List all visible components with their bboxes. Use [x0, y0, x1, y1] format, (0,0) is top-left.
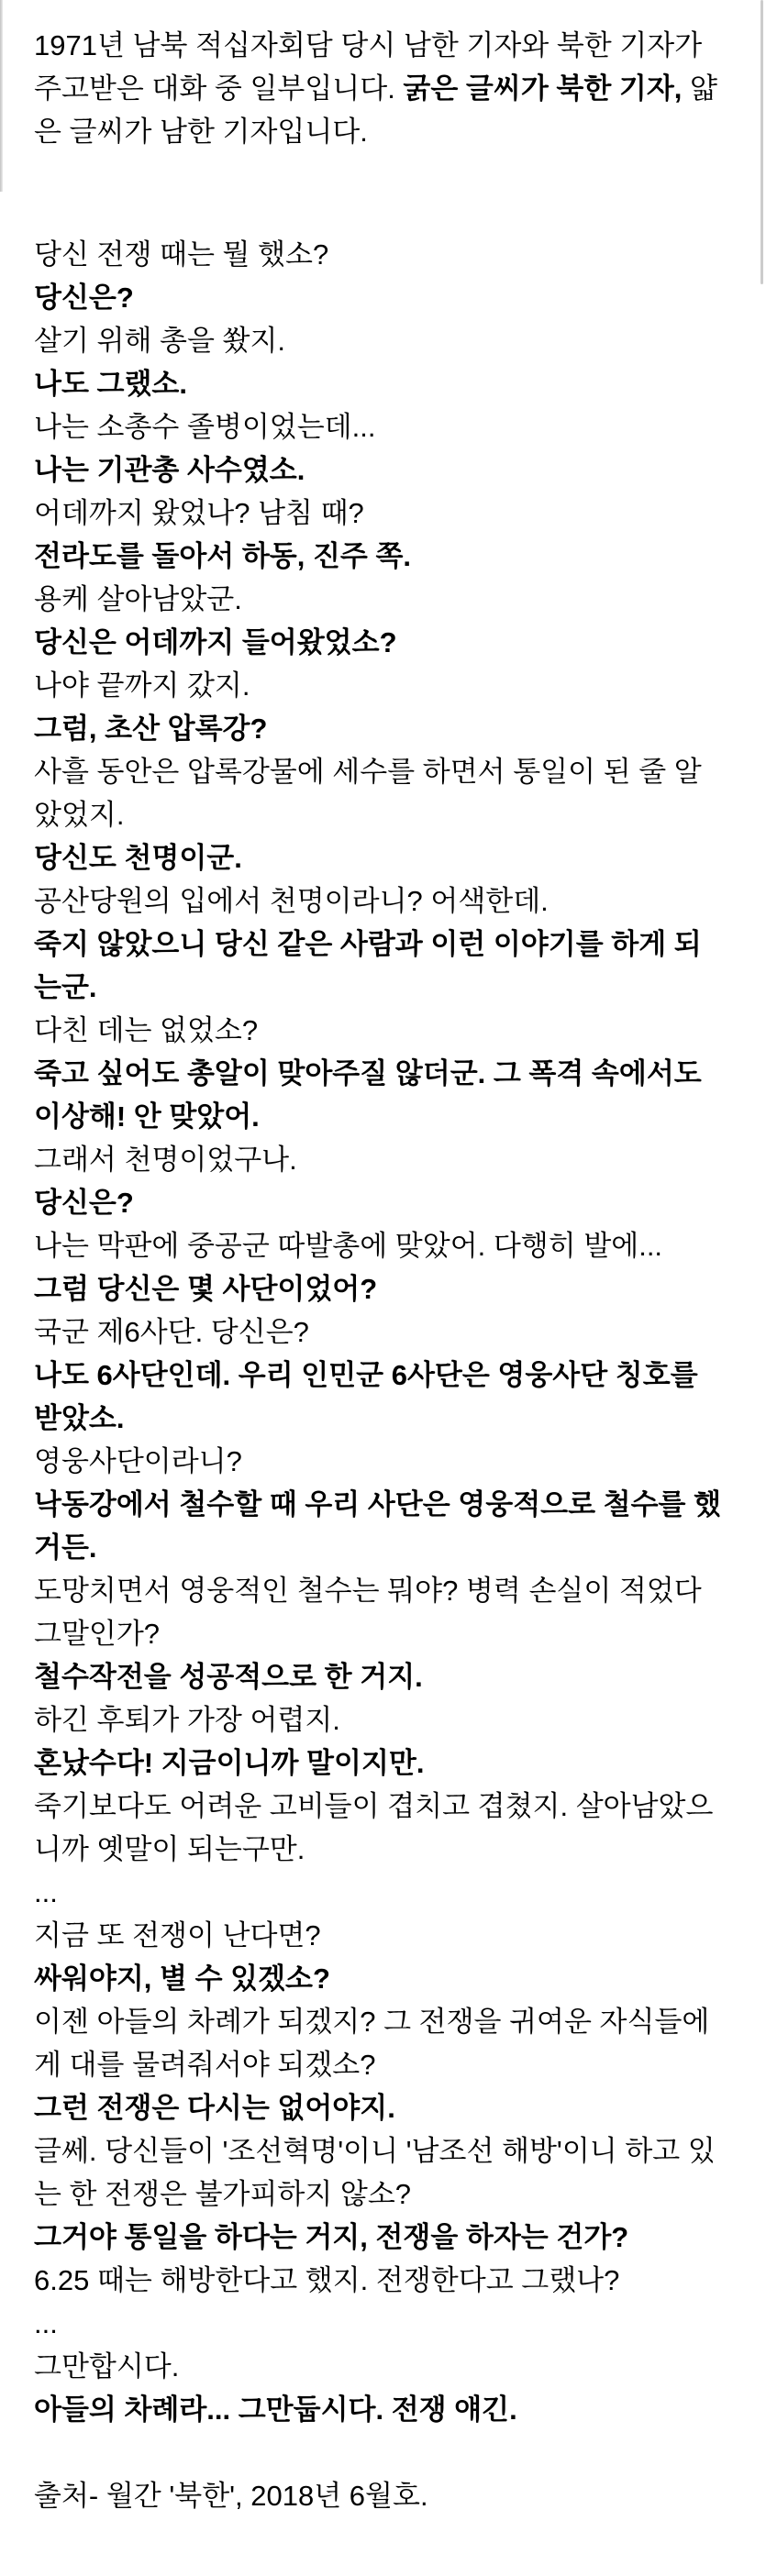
dialogue-line-north-reporter: 당신도 천명이군.	[34, 842, 242, 874]
source-citation: 출처- 월간 '북한', 2018년 6월호.	[34, 2480, 428, 2512]
dialogue-line-north-reporter: 철수작전을 성공적으로 한 거지.	[34, 1661, 423, 1693]
intro-segment-2: 얇은 글씨가 남한 기자입니다.	[34, 72, 717, 148]
dialogue-line-south-reporter: 공산당원의 입에서 천명이라니? 어색한데.	[34, 885, 549, 917]
dialogue-line-north-reporter: 당신은 어데까지 들어왔었소?	[34, 626, 397, 658]
dialogue-line-south-reporter: 다친 데는 없었소?	[34, 1014, 259, 1046]
dialogue-line-south-reporter: 도망치면서 영웅적인 철수는 뭐야? 병력 손실이 적었다 그말인가?	[34, 1575, 702, 1650]
intro-paragraph	[34, 24, 727, 153]
dialogue-line-south-reporter: 어데까지 왔었나? 남침 때?	[34, 497, 364, 529]
dialogue-line-north-reporter: 당신은?	[34, 1187, 134, 1219]
dialogue-line-north-reporter: 혼났수다! 지금이니까 말이지만.	[34, 1747, 425, 1779]
dialogue-transcript	[34, 233, 727, 2431]
dialogue-line-north-reporter: 전라도를 돌아서 하동, 진주 쪽.	[34, 540, 412, 572]
dialogue-line-south-reporter: 글쎄. 당신들이 '조선혁명'이니 '남조선 해방'이니 하고 있는 한 전쟁은 불가피하지 않소?	[34, 2135, 716, 2210]
dialogue-line-south-reporter: 하긴 후퇴가 가장 어렵지.	[34, 1704, 340, 1736]
dialogue-line-north-reporter: 죽고 싶어도 총알이 맞아주질 않더군. 그 폭격 속에서도 이상해! 안 맞았어.	[34, 1057, 702, 1133]
dialogue-line-north-reporter: 당신은?	[34, 282, 134, 314]
dialogue-line-south-reporter: 당신 전쟁 때는 뭘 했소?	[34, 238, 329, 271]
dialogue-line-south-reporter: 국군 제6사단. 당신은?	[34, 1316, 309, 1348]
dialogue-line-north-reporter: 죽지 않았으니 당신 같은 사람과 이런 이야기를 하게 되는군.	[34, 928, 702, 1003]
dialogue-line-north-reporter: 그런 전쟁은 다시는 없어야지.	[34, 2092, 395, 2124]
dialogue-line-south-reporter: 사흘 동안은 압록강물에 세수를 하면서 통일이 된 줄 알았었지.	[34, 756, 702, 831]
dialogue-line-north-reporter: 아들의 차례라... 그만둡시다. 전쟁 얘긴.	[34, 2394, 517, 2426]
dialogue-line-south-reporter: ...	[34, 1876, 58, 1908]
dialogue-line-south-reporter: 나는 소총수 졸병이었는데...	[34, 411, 376, 443]
intro-segment-0: 1971년 남북 적십자회담 당시 남한 기자와 북한 기자가 주고받은 대화 중 일부입니다.	[34, 29, 703, 105]
dialogue-line-south-reporter: 영웅사단이라니?	[34, 1445, 242, 1477]
dialogue-line-north-reporter: 그럼, 초산 압록강?	[34, 713, 268, 745]
dialogue-line-north-reporter: 나도 그랬소.	[34, 368, 187, 400]
dialogue-line-south-reporter: 지금 또 전쟁이 난다면?	[34, 1919, 321, 1951]
intro-segment-1: 굵은 글씨가 북한 기자,	[403, 72, 683, 105]
dialogue-line-north-reporter: 낙동강에서 철수할 때 우리 사단은 영웅적으로 철수를 했거든.	[34, 1488, 722, 1564]
dialogue-line-north-reporter: 그럼 당신은 몇 사단이었어?	[34, 1273, 378, 1305]
dialogue-line-north-reporter: 싸워야지, 별 수 있겠소?	[34, 1962, 330, 1995]
dialogue-line-south-reporter: 죽기보다도 어려운 고비들이 겹치고 겹쳤지. 살아남았으니까 옛말이 되는구만.	[34, 1790, 714, 1865]
dialogue-line-north-reporter: 나도 6사단인데. 우리 인민군 6사단은 영웅사단 칭호를 받았소.	[34, 1359, 698, 1434]
screenshot-left-edge-line	[0, 0, 3, 192]
dialogue-line-south-reporter: 그만합시다.	[34, 2350, 180, 2383]
dialogue-line-south-reporter: 그래서 천명이었구나.	[34, 1144, 297, 1176]
dialogue-line-south-reporter: 6.25 때는 해방한다고 했지. 전쟁한다고 그랬나?	[34, 2264, 620, 2296]
dialogue-line-south-reporter: 나는 막판에 중공군 따발총에 맞았어. 다행히 발에...	[34, 1230, 663, 1262]
dialogue-line-south-reporter: ...	[34, 2307, 58, 2339]
dialogue-line-south-reporter: 나야 끝까지 갔지.	[34, 669, 250, 702]
dialogue-line-south-reporter: 이젠 아들의 차례가 되겠지? 그 전쟁을 귀여운 자식들에게 대를 물려줘서야 되겠소?	[34, 2006, 710, 2081]
dialogue-line-north-reporter: 나는 기관총 사수였소.	[34, 454, 305, 486]
dialogue-line-south-reporter: 용케 살아남았군.	[34, 583, 242, 615]
scrollbar-thumb[interactable]	[760, 0, 763, 284]
dialogue-line-north-reporter: 그거야 통일을 하다는 거지, 전쟁을 하자는 건가?	[34, 2221, 629, 2253]
dialogue-line-south-reporter: 살기 위해 총을 쐈지.	[34, 325, 286, 357]
